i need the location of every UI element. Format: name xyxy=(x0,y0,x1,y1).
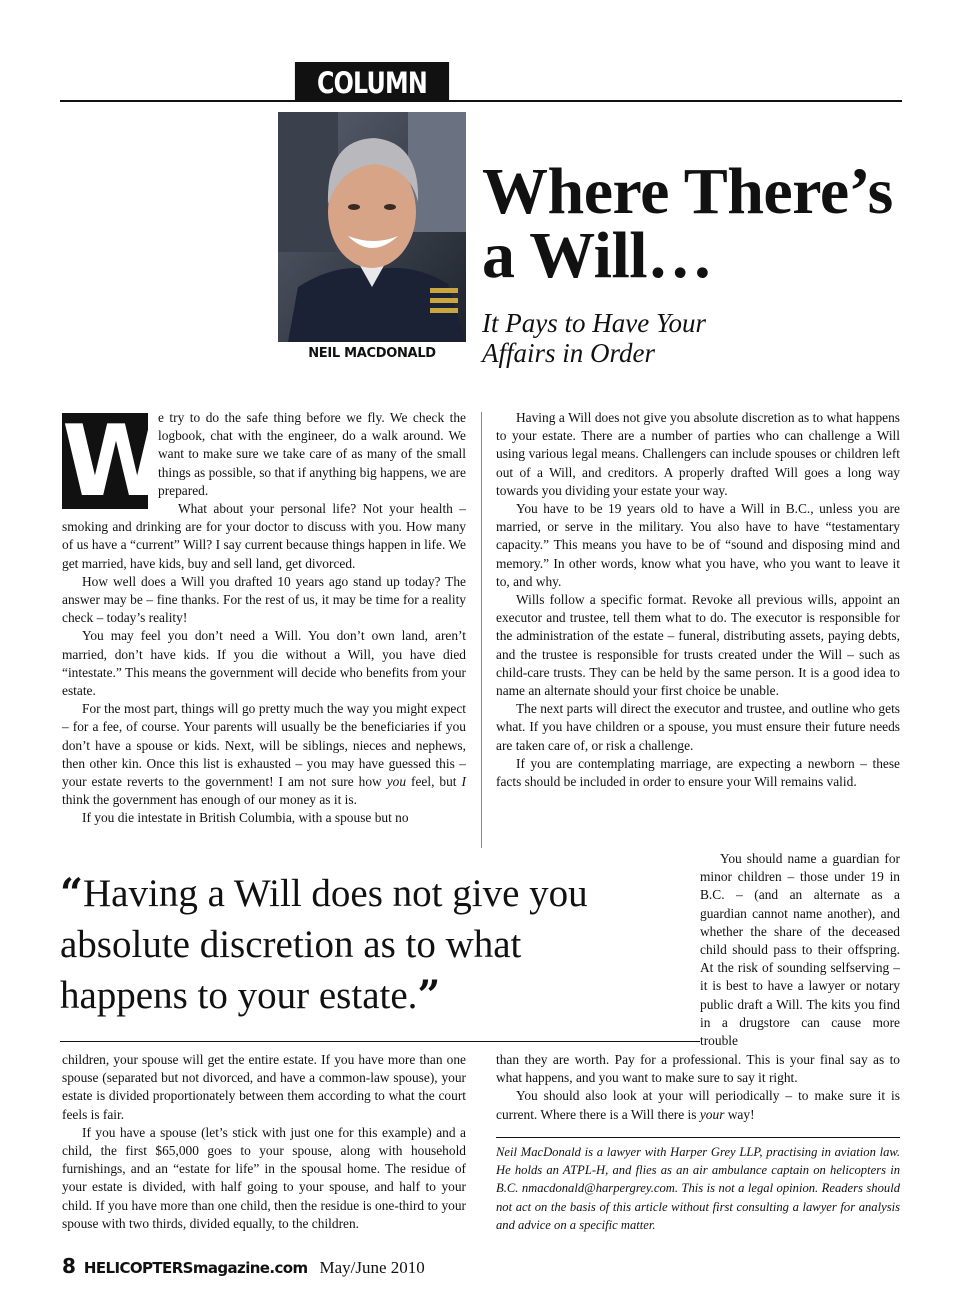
paragraph: If you are contemplating marriage, are expecting a newborn – these facts should be included in order to ensure your Will remains valid. xyxy=(496,755,900,790)
body-column-3 xyxy=(700,850,900,1050)
paragraph: Having a Will does not give you absolute discretion as to what happens to your estate. There are a number of parties who can challenge a Will using various legal means. Challengers can include spouses or children left out of a Will, and creditors. A properly drafted Will goes a long way towards you dividing your estate your way. xyxy=(496,410,900,498)
paragraph: What about your personal life? Not your health – smoking and drinking are for your doctor to discuss with you. How many of us have a “current” Will? I say current because things happen in life. We get married, have kids, buy and sell land, get divorced. xyxy=(62,501,466,571)
body-column-2 xyxy=(496,409,900,791)
magazine-website: HELICOPTERSmagazine.com xyxy=(83,1259,308,1277)
article-subtitle xyxy=(482,308,922,368)
paragraph: For the most part, things will go pretty much the way you might expect – for a fee, of course. Your parents will usually be the beneficiaries if you don’t have a spouse or kids. Next, will be siblings, nieces and nephews, then other kin. Once this list is exhausted – you may have guessed this – your estate reverts to the government! I am not sure how you feel, but I think the government has enough of our money as it is. xyxy=(62,701,466,808)
page-footer xyxy=(62,1254,425,1278)
author-portrait-image xyxy=(278,112,466,342)
paragraph: You should name a guardian for minor children – those under 19 in B.C. – (and an alternate as a guardian cannot name another), and whether the share of the deceased child should pass to their offspring. At the risk of sounding selfserving – it is best to have a lawyer or notary public draft a Will. The kits you find in a drugstore can cause more trouble xyxy=(700,851,900,1049)
drop-cap: W xyxy=(62,405,163,519)
issue-date: May/June 2010 xyxy=(319,1258,425,1277)
body-column-4 xyxy=(62,1051,466,1233)
section-tag: COLUMN xyxy=(295,62,449,102)
top-rule xyxy=(60,100,902,102)
paragraph: than they are worth. Pay for a professional. This is your final say as to what happens, and you want to make sure to say it right. xyxy=(496,1052,900,1086)
pull-quote xyxy=(60,868,620,1021)
paragraph: How well does a Will you drafted 10 years ago stand up today? The answer may be – fine thanks. For the rest of us, it may be time for a reality check – today’s reality! xyxy=(62,573,466,626)
paragraph: You have to be 19 years old to have a Will in B.C., unless you are married, or serve in the military. You also have to have “testamentary capacity.” This means you have to be of “sound and disposing mind and memory.” In other words, know what you have, who you want to leave it to, and why. xyxy=(496,501,900,589)
author-bio: Neil MacDonald is a lawyer with Harper Grey LLP, practising in aviation law. He holds an ATPL-H, and flies as an air ambulance captain on helicopters in B.C. nmacdonald@harpergrey.com. This is not a legal opinion. Readers should not act on the basis of this article without first consulting a lawyer for analysis and advice on a specific matter. xyxy=(496,1145,900,1232)
title-line-1: Where There’s xyxy=(482,155,893,228)
pull-quote-text: Having a Will does not give you absolute discretion as to what happens to your estate. xyxy=(60,872,588,1017)
body-column-5 xyxy=(496,1051,900,1124)
body-column-1 xyxy=(62,405,466,828)
article-title xyxy=(482,155,942,292)
open-quote-mark: “ xyxy=(60,870,84,917)
paragraph: If you have a spouse (let’s stick with just one for this example) and a child, the first $65,000 goes to your spouse, along with household furnishings, and an “estate for life” in the spousal home. The residue of your estate is divided, with half going to your spouse, and half to your child. If you have more than one child, then the residue is one-third to your spouse with two thirds, divided equally, to the children. xyxy=(62,1124,466,1231)
paragraph: The next parts will direct the executor and trustee, and outline who gets what. If you have children or a spouse, you must ensure their future needs are taken care of, or risk a challenge. xyxy=(496,701,900,753)
author-byline: NEIL MACDONALD xyxy=(308,346,436,361)
paragraph: Wills follow a specific format. Revoke all previous wills, appoint an executor and trustee, tell them what to do. The executor is responsible for the administration of the estate – funeral, distributing assets, paying debts, and the trustee is responsible for trusts created under the Will – such as child-care trusts. They can be held by the same person. It is a good idea to name an alternate should your first choice be unable. xyxy=(496,592,900,699)
pull-quote-rule xyxy=(60,1041,700,1042)
paragraph: If you die intestate in British Columbia, with a spouse but no xyxy=(82,810,409,826)
paragraph: e try to do the safe thing before we fly. We check the logbook, chat with the engineer, do a walk around. We want to make sure we take care of as many of the small things as possible, so that if anything big happens, we are prepared. xyxy=(158,410,466,498)
subtitle-line-2: Affairs in Order xyxy=(482,338,656,368)
page-number: 8 xyxy=(62,1254,76,1278)
author-photo xyxy=(278,112,466,342)
paragraph: You should also look at your will periodically – to make sure it is current. Where there is a Will there is your way! xyxy=(496,1088,900,1122)
subtitle-line-1: It Pays to Have Your xyxy=(482,308,706,338)
paragraph: children, your spouse will get the entire estate. If you have more than one spouse (separated but not divorced, and have a common-law spouse), your estate is divided proportionately between them according to what the court feels is fair. xyxy=(62,1052,466,1122)
column-divider xyxy=(481,412,482,848)
title-line-2: a Will… xyxy=(482,219,713,292)
close-quote-mark: ” xyxy=(417,972,441,1019)
bio-rule xyxy=(496,1137,900,1138)
paragraph: You may feel you don’t need a Will. You don’t own land, aren’t married, don’t have kids. If you die without a Will, you have died “intestate.” This means the government will decide who benefits from your estate. xyxy=(62,628,466,699)
